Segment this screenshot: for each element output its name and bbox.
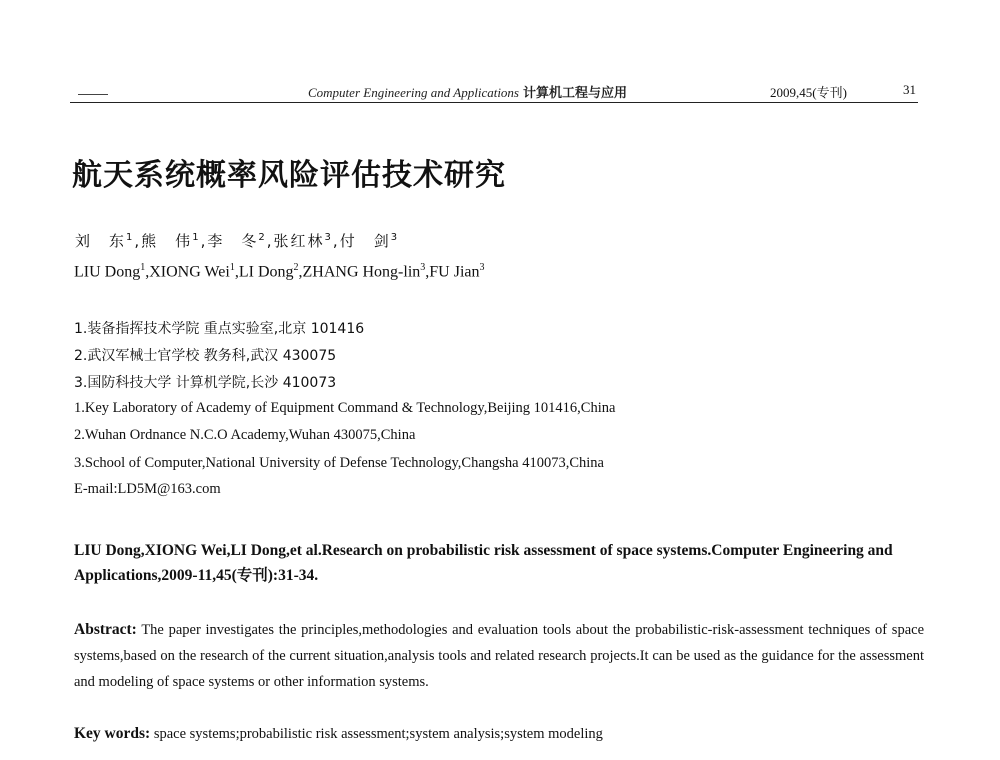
author-aff: 3 [420, 262, 426, 273]
author-en: XIONG Wei [149, 263, 230, 281]
affiliation-en-1: 1.Key Laboratory of Academy of Equipment Command & Technology,Beijing 101416,China [74, 400, 616, 416]
author-aff: 2 [293, 262, 299, 273]
affiliation-cn-1: 1.装备指挥技术学院 重点实验室,北京 101416 [74, 321, 365, 337]
author-cn: 李 冬 [207, 232, 259, 250]
journal-name [308, 82, 627, 101]
author-en: ZHANG Hong-lin [302, 263, 421, 281]
keywords-text: space systems;probabilistic risk assessment;system analysis;system modeling [153, 726, 603, 742]
author-aff: 3 [324, 232, 333, 243]
page-number: 31 [903, 82, 916, 97]
author-en: LI Dong [238, 263, 294, 281]
authors-cn: 刘 东$^1$,熊 伟$^1$,李 冬$^2$,张红林$^3$,付 剑$^3$ [75, 232, 400, 250]
affiliation-cn-2: 2.武汉军械士官学校 教务科,武汉 430075 [74, 348, 337, 364]
authors-en: LIU Dong$^1$,XIONG Wei$^1$,LI Dong$^2$,ZHANG Hong-lin$^3$,FU Jian$^3$ [74, 262, 485, 281]
paper-title: 航天系统概率风险评估技术研究 [72, 158, 506, 193]
header-mark [78, 94, 108, 95]
author-aff: 1 [229, 262, 235, 273]
author-aff: 3 [479, 262, 485, 273]
affiliation-en-2: 2.Wuhan Ordnance N.C.O Academy,Wuhan 430075,China [74, 427, 416, 443]
abstract [74, 617, 924, 695]
abstract-label: Abstract: [74, 621, 137, 638]
author-en: FU Jian [429, 263, 480, 281]
author-aff: 1 [140, 262, 146, 273]
journal-name-cn: 计算机工程与应用 [523, 86, 628, 101]
email: E-mail:LD5M@163.com [74, 481, 221, 497]
abstract-text: The paper investigates the principles,methodologies and evaluation tools about the probabilistic-risk-assessment techniques of space systems,based on the research of the current situation,analysis tools and related research projects.It can be used as the guidance for the assessment and modeling of space systems or other information systems. [74, 622, 925, 690]
affiliation-en-3: 3.School of Computer,National University of Defense Technology,Changsha 410073,China [74, 455, 604, 471]
running-header [70, 80, 918, 103]
issue-info: 2009,45(专刊) [770, 85, 847, 100]
journal-name-en: Computer Engineering and Applications [308, 85, 519, 100]
affiliation-cn-3: 3.国防科技大学 计算机学院,长沙 410073 [74, 375, 337, 391]
author-aff: 3 [390, 232, 400, 243]
author-cn: 熊 伟 [141, 232, 193, 250]
keywords-label: Key words: [74, 725, 151, 742]
citation: LIU Dong,XIONG Wei,LI Dong,et al.Research on probabilistic risk assessment of space systems.Computer Engineering and Applications,2009-11,45(专刊):31-34. [74, 542, 893, 584]
author-en: LIU Dong [74, 263, 141, 281]
keywords [74, 725, 924, 743]
author-cn: 付 剑 [339, 232, 391, 250]
author-cn: 张红林 [273, 232, 325, 250]
author-aff: 1 [126, 232, 135, 243]
author-aff: 1 [192, 232, 201, 243]
author-aff: 2 [258, 232, 267, 243]
author-cn: 刘 东 [75, 232, 127, 250]
